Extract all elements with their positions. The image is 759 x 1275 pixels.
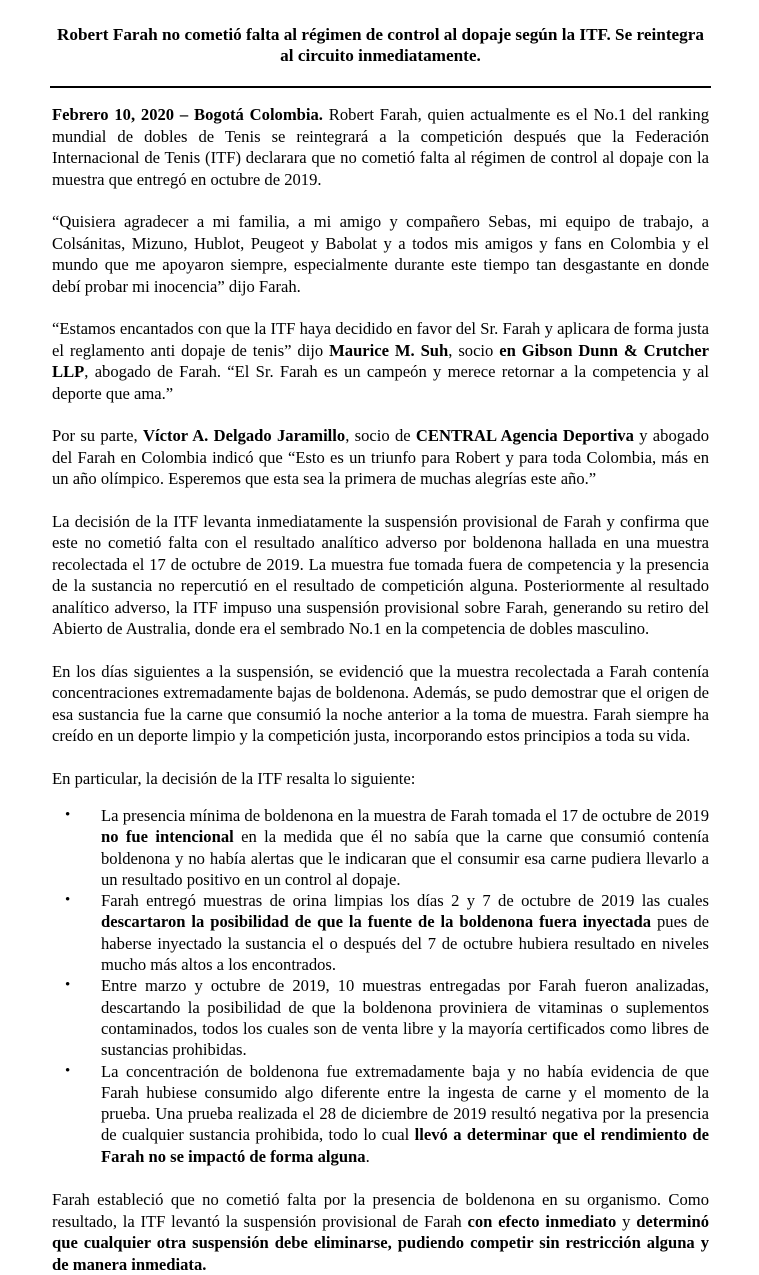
text-run: Farah estableció que no cometió falta por la presencia de boldenona en su organismo. Como resultado, la ITF levantó la suspensión provisional de Farah (52, 1190, 709, 1231)
emphasis: no fue intencional (101, 827, 234, 847)
text-run: . (365, 1146, 370, 1166)
text-run: , socio (448, 340, 500, 360)
list-item (65, 975, 709, 1060)
paragraph-intro (52, 104, 709, 190)
title-divider (50, 86, 711, 88)
text-run: Farah entregó muestras de orina limpias los días 2 y 7 de octubre de 2019 las cuales (101, 891, 709, 911)
bullet-icon: • (65, 977, 71, 994)
document-title: Robert Farah no cometió falta al régimen de control al dopaje según la ITF. Se reintegra al circuito inmediatamente. (56, 25, 704, 65)
paragraph-itf-decision: La decisión de la ITF levanta inmediatamente la suspensión provisional de Farah y confirma que este no cometió falta con el resultado analítico adverso por boldenona hallada en una muestra recolectada el 17 de octubre de 2019. La muestra fue tomada fuera de competencia y la presencia de la sustancia no repercutió en el resultado de competición alguna. Posteriormente al resultado analítico adverso, la ITF impuso una suspensión provisional sobre Farah, generando su retiro del Abierto de Australia, donde era el sembrado No.1 en la competencia de dobles masculino. (52, 511, 709, 638)
paragraph-suh-quote (52, 318, 709, 404)
text-run: “Estamos encantados con que la ITF haya decidido en favor del Sr. Farah y aplicara de forma justa el reglamento anti dopaje de tenis” dijo (52, 319, 709, 360)
paragraph-evidence: En los días siguientes a la suspensión, se evidenció que la muestra recolectada a Farah contenía concentraciones extremadamente bajas de boldenona. Además, se pudo demostrar que el origen de esa sustancia fue la carne que consumió la noche anterior a la toma de muestra. Farah siempre ha creído en un deporte limpio y la competición justa, incorporando estos principios a toda su vida. (52, 661, 709, 745)
list-item (65, 890, 709, 975)
dateline: Febrero 10, 2020 – Bogotá Colombia. (52, 105, 323, 124)
paragraph-conclusion (52, 1189, 709, 1275)
text-run: Entre marzo y octubre de 2019, 10 muestras entregadas por Farah fueron analizadas, descartando la posibilidad de que la boldenona proviniera de vitaminas o suplementos contaminados, todos los cuales son de venta libre y la mayoría certificados como libres de sustancias prohibidas. (101, 976, 709, 1060)
text-run: en la medida que él no sabía que la carne que consumió contenía boldenona y no había alertas que le indicaran que el consumir esa carne pudiera llevarlo a un resultado positivo en un control al dopaje. (101, 827, 710, 889)
agency-name: CENTRAL Agencia Deportiva (415, 426, 634, 445)
bullet-icon: • (65, 892, 71, 909)
person-name: Víctor A. Delgado Jaramillo (142, 426, 346, 445)
firm-name: en Gibson Dunn & Crutcher LLP (52, 340, 710, 381)
emphasis: con efecto inmediato (467, 1211, 617, 1231)
emphasis: descartaron la posibilidad de que la fuente de la boldenona fuera inyectada (101, 912, 652, 932)
bullet-icon: • (65, 1062, 71, 1079)
emphasis: determinó que cualquier otra suspensión debe eliminarse, pudiendo competir sin restricción alguna y de manera inmediata. (52, 1211, 710, 1274)
person-name: Maurice M. Suh (329, 340, 449, 360)
emphasis: llevó a determinar que el rendimiento de Farah no se impactó de forma alguna (101, 1125, 709, 1166)
text-run: La presencia mínima de boldenona en la muestra de Farah tomada el 17 de octubre de 2019 (101, 806, 709, 825)
text-run: Por su parte, (52, 426, 143, 445)
text-run: y (616, 1211, 637, 1231)
paragraph-farah-quote: “Quisiera agradecer a mi familia, a mi amigo y compañero Sebas, mi equipo de trabajo, a Colsánitas, Mizuno, Hublot, Peugeot y Babolat y a todos mis amigos y fans en Colombia y el mundo que me apoyaron siempre, especialmente durante este tiempo tan desgastante en donde debí probar mi inocencia” dijo Farah. (52, 212, 709, 296)
paragraph-highlights-intro: En particular, la decisión de la ITF resalta lo siguiente: (52, 768, 416, 788)
text-run: pues de haberse inyectado la sustancia el o después del 7 de octubre hubiera resultado en niveles mucho más altos a los encontrados. (101, 912, 709, 975)
text-run: y abogado del Farah en Colombia indicó que “Esto es un triunfo para Robert y para toda Colombia, más en un año olímpico. Esperemos que esta sea la primera de muchas alegrías este año.” (52, 426, 709, 488)
list-item (65, 805, 710, 890)
bullet-icon: • (65, 807, 71, 823)
list-item (65, 1061, 709, 1167)
text-run: , abogado de Farah. “El Sr. Farah es un campeón y merece retornar a la competencia y al deporte que ama.” (52, 362, 709, 403)
text-run: La concentración de boldenona fue extremadamente baja y no había evidencia de que Farah hubiese consumido algo diferente entre la ingesta de carne y el momento de la prueba. Una prueba realizada el 28 de diciembre de 2019 resultó negativa por la presencia de cualquier sustancia prohibida, todo lo cual (101, 1061, 709, 1145)
paragraph-delgado-quote (52, 425, 709, 490)
text-run: , socio de (345, 426, 416, 445)
decision-points-list (52, 805, 709, 1167)
intro-text: Robert Farah, quien actualmente es el No.1 del ranking mundial de dobles de Tenis se reintegrará a la competición después que la Federación Internacional de Tenis (ITF) declarara que no cometió falta al régimen de control al dopaje con la muestra que entregó en octubre de 2019. (52, 105, 710, 189)
